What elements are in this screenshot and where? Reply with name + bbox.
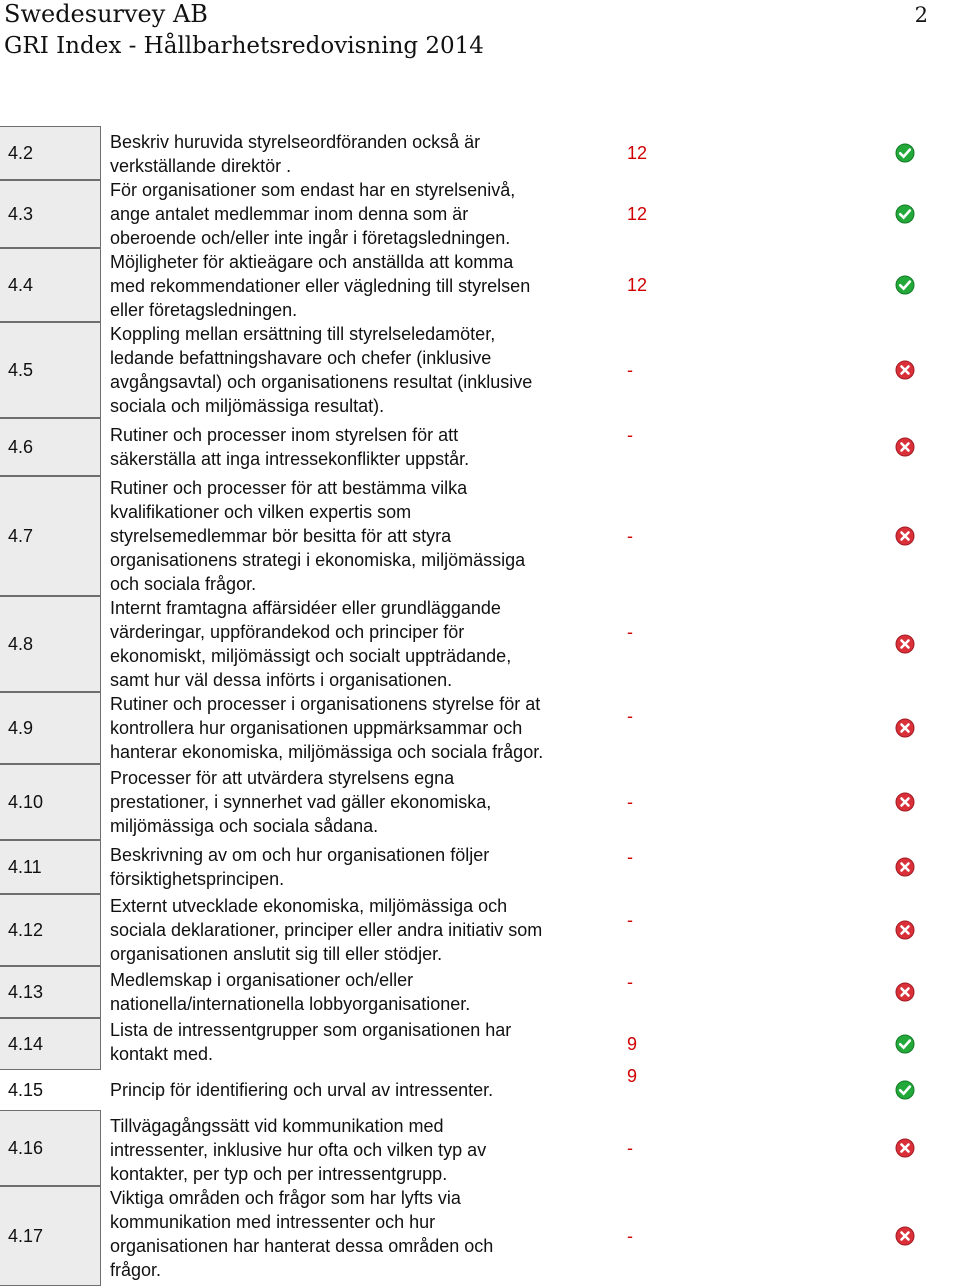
page-reference: -: [627, 360, 633, 380]
description-line: ange antalet medlemmar inom denna som är: [110, 204, 469, 224]
description-line: Medlemskap i organisationer och/eller: [110, 970, 414, 990]
code-cell: [0, 476, 101, 596]
indicator-description: [110, 178, 620, 250]
cross-icon: [895, 718, 915, 738]
check-icon: [895, 1034, 915, 1054]
table-row: [0, 248, 960, 322]
description-line: kontakter, per typ och per intressentgrupp.: [110, 1164, 448, 1184]
indicator-description: [110, 476, 620, 596]
page-reference: 9: [627, 1066, 638, 1086]
page-reference: 12: [627, 275, 648, 295]
description-line: Externt utvecklade ekonomiska, miljömässiga och: [110, 896, 508, 916]
description-line: eller företagsledningen.: [110, 300, 298, 320]
check-icon: [895, 143, 915, 163]
table-row: [0, 476, 960, 596]
table-row: [0, 596, 960, 692]
description-line: prestationer, i synnerhet vad gäller ekonomiska,: [110, 792, 492, 812]
gri-code: 4.10: [8, 792, 44, 812]
description-line: ledande befattningshavare och chefer (inklusive: [110, 348, 492, 368]
description-line: Möjligheter för aktieägare och anställda att komma: [110, 252, 514, 272]
code-cell: [0, 180, 101, 248]
description-line: Koppling mellan ersättning till styrelseledamöter,: [110, 324, 496, 344]
gri-code: 4.17: [8, 1226, 44, 1246]
description-line: miljömässiga och sociala sådana.: [110, 816, 379, 836]
indicator-description: [110, 843, 620, 891]
description-line: avgångsavtal) och organisationens resultat (inklusive: [110, 372, 533, 392]
code-cell: [0, 894, 101, 966]
cross-icon: [895, 792, 915, 812]
gri-code: 4.12: [8, 920, 44, 940]
company-name: Swedesurvey AB: [4, 0, 208, 28]
code-cell: [0, 1186, 101, 1286]
cross-icon: [895, 634, 915, 654]
cross-icon: [895, 1138, 915, 1158]
table-row: [0, 322, 960, 418]
code-cell: [0, 126, 101, 180]
description-line: oberoende och/eller inte ingår i företagsledningen.: [110, 228, 511, 248]
description-line: Internt framtagna affärsidéer eller grundläggande: [110, 598, 501, 618]
page-reference: 9: [627, 1034, 638, 1054]
gri-code: 4.14: [8, 1034, 44, 1054]
description-line: Princip för identifiering och urval av intressenter.: [110, 1080, 494, 1100]
table-row: [0, 418, 960, 476]
description-line: hanterar ekonomiska, miljömässiga och sociala frågor.: [110, 742, 544, 762]
table-row: [0, 1186, 960, 1286]
check-icon: [895, 1080, 915, 1100]
description-line: ekonomiskt, miljömässigt och socialt uppträdande,: [110, 646, 512, 666]
indicator-description: [110, 692, 620, 764]
code-cell: [0, 322, 101, 418]
page-reference: -: [627, 972, 633, 992]
code-cell: [0, 840, 101, 894]
page-reference: -: [627, 1226, 633, 1246]
code-cell: [0, 596, 101, 692]
cross-icon: [895, 526, 915, 546]
code-cell: [0, 966, 101, 1018]
gri-code: 4.2: [8, 143, 34, 163]
description-line: Rutiner och processer för att bestämma vilka: [110, 478, 468, 498]
indicator-description: [110, 596, 620, 692]
description-line: Viktiga områden och frågor som har lyfts via: [110, 1188, 461, 1208]
indicator-description: [110, 1114, 620, 1186]
description-line: sociala och miljömässiga resultat).: [110, 396, 385, 416]
gri-code: 4.9: [8, 718, 34, 738]
code-cell: [0, 1110, 101, 1186]
description-line: värderingar, uppförandekod och principer för: [110, 622, 465, 642]
indicator-description: [110, 250, 620, 322]
code-cell: [0, 692, 101, 764]
cross-icon: [895, 360, 915, 380]
description-line: intressenter, inklusive hur ofta och vilken typ av: [110, 1140, 487, 1160]
code-cell: [0, 1070, 101, 1110]
indicator-description: [110, 322, 620, 418]
table-row: [0, 1110, 960, 1186]
page-reference: -: [627, 526, 633, 546]
gri-code: 4.16: [8, 1138, 44, 1158]
description-line: sociala deklarationer, principer eller andra initiativ som: [110, 920, 543, 940]
page-reference: -: [627, 1138, 633, 1158]
document-title: GRI Index - Hållbarhetsredovisning 2014: [4, 33, 484, 59]
description-line: kontakt med.: [110, 1044, 214, 1064]
page-reference: -: [627, 792, 633, 812]
description-line: Rutiner och processer inom styrelsen för att: [110, 425, 459, 445]
description-line: organisationen har hanterat dessa områden och: [110, 1236, 494, 1256]
description-line: och sociala frågor.: [110, 574, 257, 594]
description-line: samt hur väl dessa införts i organisationen.: [110, 670, 453, 690]
gri-code: 4.11: [8, 857, 42, 877]
gri-code: 4.8: [8, 634, 34, 654]
indicator-description: [110, 766, 620, 838]
page-reference: -: [627, 425, 633, 445]
description-line: med rekommendationer eller vägledning till styrelsen: [110, 276, 531, 296]
description-line: säkerställa att inga intressekonflikter uppstår.: [110, 449, 470, 469]
description-line: Beskrivning av om och hur organisationen följer: [110, 845, 490, 865]
description-line: styrelsemedlemmar bör besitta för att styra: [110, 526, 452, 546]
indicator-description: [110, 1018, 620, 1066]
description-line: organisationens strategi i ekonomiska, miljömässiga: [110, 550, 526, 570]
code-cell: [0, 248, 101, 322]
gri-code: 4.4: [8, 275, 34, 295]
table-row: [0, 180, 960, 248]
description-line: För organisationer som endast har en styrelsenivå,: [110, 180, 516, 200]
gri-code: 4.13: [8, 982, 44, 1002]
indicator-description: [110, 1078, 620, 1102]
page-reference: -: [627, 622, 633, 642]
description-line: kvalifikationer och vilken expertis som: [110, 502, 412, 522]
gri-code: 4.7: [8, 526, 34, 546]
cross-icon: [895, 857, 915, 877]
description-line: Rutiner och processer i organisationens styrelse för at: [110, 694, 541, 714]
description-line: Processer för att utvärdera styrelsens egna: [110, 768, 455, 788]
cross-icon: [895, 982, 915, 1002]
table-row: [0, 840, 960, 894]
cross-icon: [895, 437, 915, 457]
table-row: [0, 966, 960, 1018]
check-icon: [895, 204, 915, 224]
description-line: Tillvägagångssätt vid kommunikation med: [110, 1116, 444, 1136]
indicator-description: [110, 894, 620, 966]
table-row: [0, 894, 960, 966]
description-line: Beskriv huruvida styrelseordföranden också är: [110, 132, 481, 152]
check-icon: [895, 275, 915, 295]
gri-code: 4.6: [8, 437, 34, 457]
indicator-description: [110, 1186, 620, 1282]
gri-code: 4.15: [8, 1080, 44, 1100]
indicator-description: [110, 968, 620, 1016]
page-reference: 12: [627, 143, 648, 163]
page-reference: -: [627, 910, 633, 930]
page-reference: -: [627, 847, 633, 867]
code-cell: [0, 418, 101, 476]
indicator-description: [110, 130, 620, 178]
table-row: [0, 764, 960, 840]
code-cell: [0, 764, 101, 840]
page-reference: 12: [627, 204, 648, 224]
code-cell: [0, 1018, 101, 1070]
description-line: kommunikation med intressenter och hur: [110, 1212, 436, 1232]
table-row: [0, 692, 960, 764]
description-line: nationella/internationella lobbyorganisationer.: [110, 994, 471, 1014]
table-row: [0, 1018, 960, 1070]
description-line: verkställande direktör .: [110, 156, 292, 176]
description-line: försiktighetsprincipen.: [110, 869, 285, 889]
gri-code: 4.5: [8, 360, 34, 380]
table-row: [0, 126, 960, 180]
indicator-description: [110, 423, 620, 471]
cross-icon: [895, 920, 915, 940]
description-line: frågor.: [110, 1260, 162, 1280]
gri-code: 4.3: [8, 204, 34, 224]
table-row: [0, 1066, 960, 1110]
description-line: kontrollera hur organisationen uppmärksammar och: [110, 718, 523, 738]
cross-icon: [895, 1226, 915, 1246]
description-line: organisationen anslutit sig till eller stödjer.: [110, 944, 443, 964]
description-line: Lista de intressentgrupper som organisationen har: [110, 1020, 512, 1040]
page-reference: -: [627, 706, 633, 726]
page-number: 2: [914, 3, 928, 27]
